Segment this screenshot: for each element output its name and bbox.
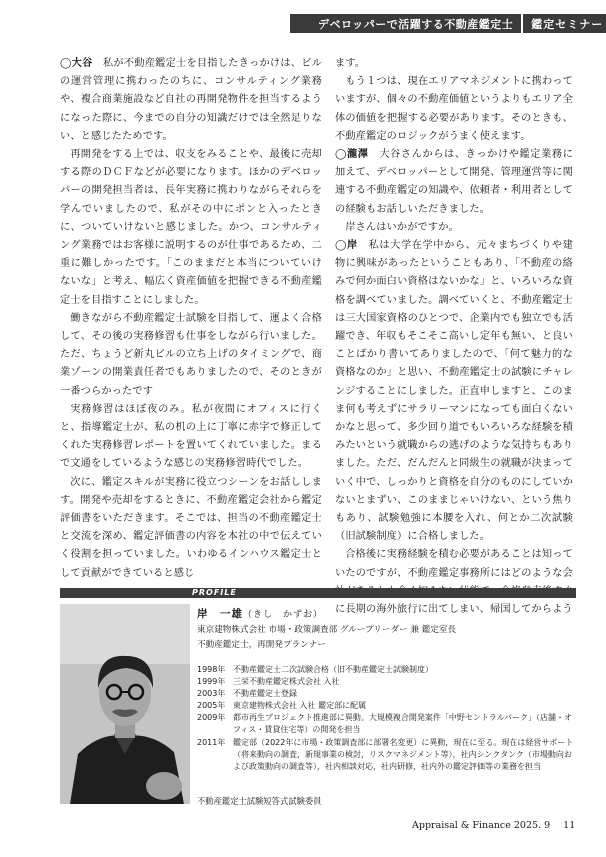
- paragraph-text: 次に、鑑定スキルが実務に役立つシーンをお話しします。開発や売却をするときに、不動産鑑定会社から鑑定評価書をいただきます。そこでは、担当の不動産鑑定士と交流を深め、鑑定評価書の内容を本社の中で伝えていく役割を担っていました。いわゆるインハウス鑑定士として貢献ができていると感じ: [60, 476, 322, 579]
- speaker-name: ◯大谷: [60, 58, 93, 69]
- paragraph-text: 再開発をする上では、収支をみることや、最後に売却する際のＤＣＦなどが必要になります。ほかのデベロッパーの開発担当者は、長年実務に携わりながらそれらを学んでいましたので、私がその中にポンと入ったときに、ついていけないと感じました。かつ、コンサルティング業務ではお客様に説明するのが仕事であるため、二重に難しかったです。「このままだと本当についていけないな」と考え、幅広く資産価値を把握できる不動産鑑定士を目指すことにしました。: [60, 149, 322, 306]
- paragraph-text: 実務修習はほぼ夜のみ。私が夜間にオフィスに行くと、指導鑑定士が、私の机の上に丁寧に赤字で修正してくれた実務修習レポートを置いてくれていました。まるで文通をしているような感じの実務修習時代でした。: [60, 403, 322, 470]
- profile-name: [197, 606, 323, 621]
- profile-affiliation-block: [197, 623, 456, 653]
- paragraph-text: 大谷さんからは、きっかけや鑑定業務に加えて、デベロッパーとして開発、管理運営等に関連する不動産鑑定の知識や、依頼者・利用者としての経験もお話しいただきました。: [335, 149, 573, 215]
- paragraph-text: 岸さんはいかがですか。: [345, 221, 459, 233]
- paragraph: [335, 546, 573, 619]
- history-row: [197, 664, 577, 676]
- paragraph-text: 私が不動産鑑定士を目指したきっかけは、ビルの運営管理に携わったのちに、コンサルティング業務や、複合商業施設など自社の再開発物件を担当するようになった際に、今までの自分の知識だけでは全然足りない、と感じたためです。: [60, 58, 322, 142]
- history-row: [197, 737, 577, 773]
- profile-label: PROFILE: [192, 588, 237, 597]
- profile-committee: 不動産鑑定士試験短答式試験委員: [197, 796, 322, 806]
- history-year: 2011年: [197, 737, 226, 747]
- paragraph: [60, 55, 322, 146]
- profile-name-text: 岸 一雄: [197, 608, 243, 620]
- history-year: 2003年: [197, 689, 226, 699]
- issue-date: 2025. 9: [513, 820, 551, 831]
- paragraph: [335, 146, 573, 219]
- seminar-label: 鑑定セミナー: [531, 17, 604, 31]
- paragraph: [335, 55, 573, 73]
- journal-name: Appraisal & Finance: [412, 820, 511, 831]
- paragraph: [335, 219, 573, 237]
- history-year: 2009年: [197, 713, 226, 723]
- series-title: デベロッパーで活躍する不動産鑑定士: [318, 17, 514, 31]
- paragraph: [335, 73, 573, 146]
- history-event: 都市再生プロジェクト推進部に異動。大規模複合開発案件「中野セントラルパーク」（店舗・オフィス・賃貸住宅等）の開発を担当: [233, 713, 573, 735]
- history-row: [197, 712, 577, 736]
- profile-photo: [60, 604, 190, 804]
- article-column-left: [60, 55, 322, 583]
- article-column-right: [335, 55, 573, 619]
- history-year: 1999年: [197, 677, 226, 687]
- paragraph: [60, 146, 322, 310]
- page-footer: [412, 820, 575, 831]
- paragraph-text: もう１つは、現在エリアマネジメントに携わっていますが、個々の不動産価値というよりもエリア全体の価値を把握する必要があります。そのときも、不動産鑑定のロジックがうまく使えます。: [335, 76, 573, 142]
- portrait-image: [60, 604, 190, 804]
- speaker-name: ◯岸: [335, 240, 358, 252]
- history-event: 不動産鑑定士二次試験合格（旧不動産鑑定士試験制度）: [233, 665, 433, 674]
- paragraph: [60, 401, 322, 474]
- paragraph-text: 私は大学在学中から、元々まちづくりや建物に興味があったということもあり、「不動産の絡みで何か面白い資格はないかな」と、いろいろな資格を調べていました。調べていくと、不動産鑑定士は三大国家資格のひとつで、企業内でも独立でも活躍でき、年収もそこそこ高いし定年も無い、と良いことばかり書いてありましたので、「何て魅力的な資格なのか」と思い、不動産鑑定士の試験にチャレンジすることにしました。正直申しますと、このまま何も考えずにサラリーマンになっても面白くないかなと思って、多少回り道でもいろいろな経験を積みたいという就職からの逃げのような気持ちもありました。ただ、だんだんと同級生の就職が決まっていく中で、しっかりと資格を自分のものにしていかないとまずい、このままじゃいけない、という焦りもあり、試験勉強に本腰を入れ、何とか二次試験（旧試験制度）に合格しました。: [335, 240, 573, 543]
- paragraph-text: ます。: [335, 58, 366, 69]
- history-row: [197, 700, 577, 712]
- profile-bar: [60, 588, 576, 598]
- speaker-name: ◯瀧澤: [335, 149, 369, 161]
- history-row: [197, 688, 577, 700]
- page-number: 11: [563, 820, 576, 831]
- paragraph: [335, 237, 573, 546]
- profile-affiliation: 東京建物株式会社 市場・政策調査部 グループリーダー 兼 鑑定室長: [197, 625, 457, 635]
- paragraph-text: 働きながら不動産鑑定士試験を目指して、運よく合格して、その後の実務修習も仕事をしながら行いました。ただ、ちょうど新丸ビルの立ち上げのタイミングで、商業ゾーンの開業責任者でもありましたので、そのときが一番つらかったです: [60, 312, 322, 397]
- history-row: [197, 676, 577, 688]
- paragraph: [60, 310, 322, 401]
- history-event: 三栄不動産鑑定株式会社 入社: [233, 677, 340, 687]
- paragraph: [60, 474, 322, 583]
- history-event: 不動産鑑定士登録: [233, 689, 297, 699]
- history-year: 2005年: [197, 701, 226, 711]
- history-year: 1998年: [197, 665, 226, 674]
- history-event: 鑑定部（2022年に市場・政策調査部に部署名変更）に異動，現在に至る。現在は経営サポート（将来動向の調査，新規事業の検討，リスクマネジメント等），社内シンクタンク（市場動向および政策動向の調査等），社内相談対応，社内研修，社内外の鑑定評価等の業務を担当: [233, 737, 574, 771]
- section-header: [290, 14, 606, 33]
- profile-history: [197, 664, 577, 773]
- profile-titles: 不動産鑑定士，再開発プランナー: [197, 640, 326, 650]
- paragraph-text: 合格後に実務経験を積む必要があることは知っていたのですが、不動産鑑定事務所にはどのような会 に長期の海外旅行に出てしまい、帰国してからよう: [335, 549, 573, 616]
- profile-name-kana: （きし かずお）: [243, 610, 324, 620]
- history-event: 東京建物株式会社 入社 鑑定部に配属: [233, 701, 367, 711]
